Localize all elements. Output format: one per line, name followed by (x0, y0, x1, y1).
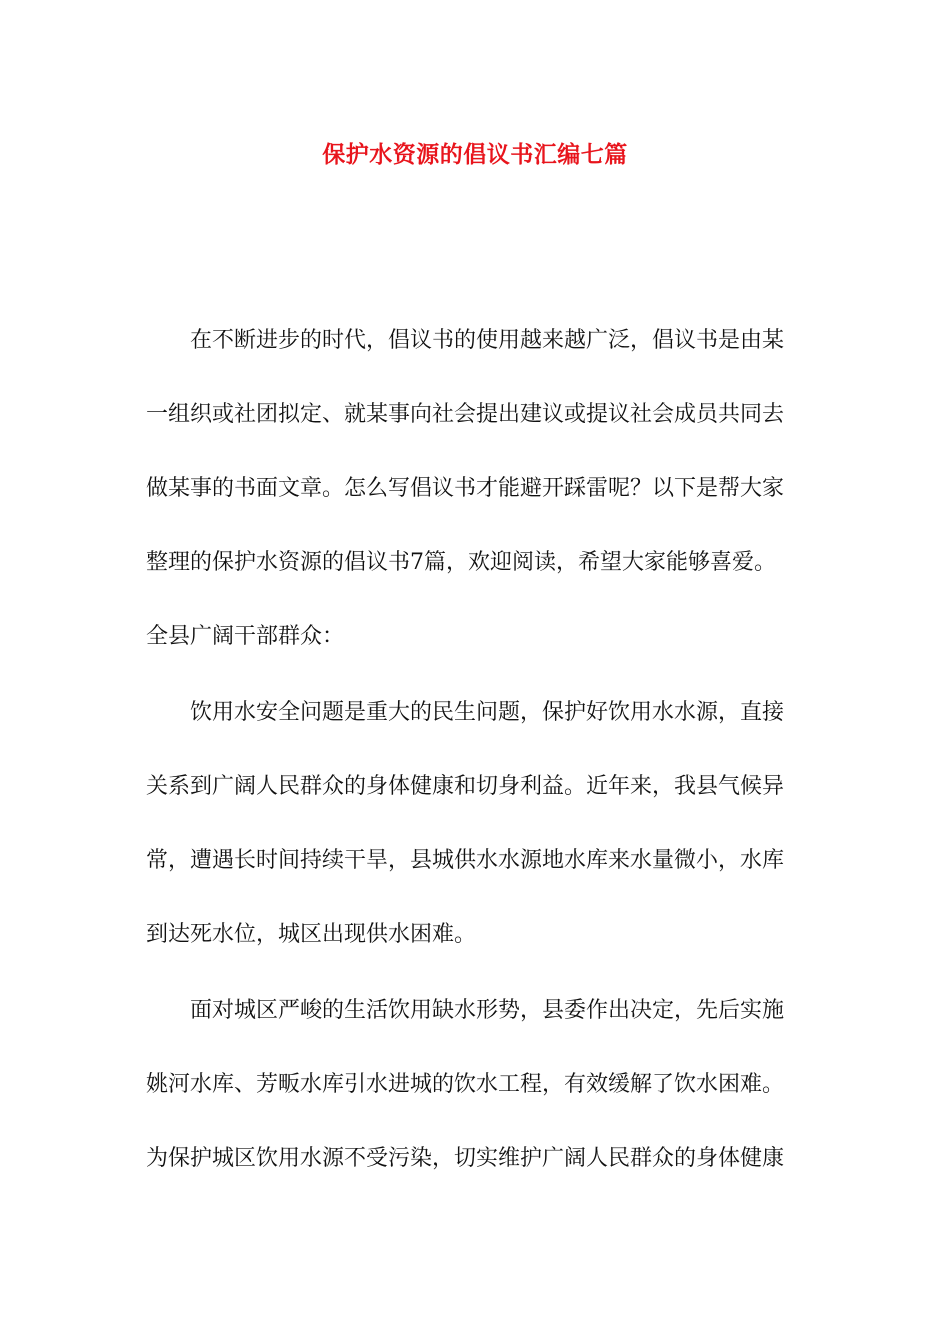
salutation-line: 全县广阔干部群众： (146, 624, 345, 649)
paragraph-line: 一组织或社团拟定、就某事向社会提出建议或提议社会成员共同去 (146, 402, 785, 427)
paragraph-line: 到达死水位，城区出现供水困难。 (146, 922, 477, 947)
paragraph-line: 饮用水安全问题是重大的民生问题，保护好饮用水水源，直接 (190, 700, 785, 725)
document-title: 保护水资源的倡议书汇编七篇 (322, 141, 628, 168)
paragraph-line: 为保护城区饮用水源不受污染，切实维护广阔人民群众的身体健康 (146, 1146, 785, 1171)
paragraph-line: 常，遭遇长时间持续干旱，县城供水水源地水库来水量微小，水库 (146, 848, 785, 873)
paragraph-line: 在不断进步的时代，倡议书的使用越来越广泛，倡议书是由某 (190, 328, 785, 353)
paragraph-line: 关系到广阔人民群众的身体健康和切身利益。近年来，我县气候异 (146, 774, 785, 799)
paragraph-line: 做某事的书面文章。怎么写倡议书才能避开踩雷呢？以下是帮大家 (146, 476, 785, 501)
paragraph-line: 姚河水库、芳畈水库引水进城的饮水工程，有效缓解了饮水困难。 (146, 1072, 785, 1097)
paragraph-line: 面对城区严峻的生活饮用缺水形势，县委作出决定，先后实施 (190, 998, 785, 1023)
paragraph-line: 整理的保护水资源的倡议书7篇，欢迎阅读，希望大家能够喜爱。 (146, 550, 776, 575)
